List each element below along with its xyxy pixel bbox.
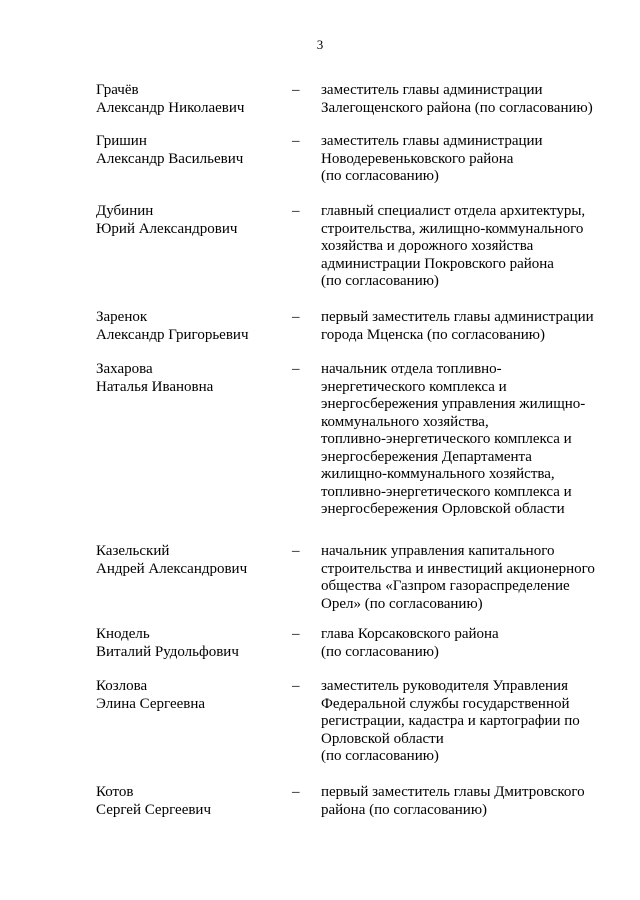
member-name — [96, 82, 286, 117]
role-line: Новодеревеньковского района — [321, 150, 514, 167]
member-name — [96, 361, 286, 396]
role-line: начальник управления капитального — [321, 543, 555, 559]
member-given-names: Юрий Александрович — [96, 220, 238, 237]
role-line: топливно-энергетического комплекса и — [321, 483, 572, 500]
member-given-names: Александр Васильевич — [96, 150, 244, 167]
dash-separator: – — [292, 361, 300, 377]
member-role — [321, 133, 621, 186]
member-name — [96, 133, 286, 168]
dash-separator: – — [292, 678, 300, 694]
role-line: администрации Покровского района — [321, 255, 554, 272]
role-line: (по согласованию) — [321, 168, 439, 184]
role-line: заместитель руководителя Управления — [321, 678, 568, 694]
member-role — [321, 543, 621, 613]
role-line: Залегощенского района (по согласованию) — [321, 99, 593, 116]
role-line: Орловской области — [321, 730, 444, 747]
role-line: заместитель главы администрации — [321, 133, 543, 149]
member-role — [321, 203, 621, 291]
role-line: энергосбережения Орловской области — [321, 501, 565, 517]
role-line: хозяйства и дорожного хозяйства — [321, 238, 534, 254]
dash-separator: – — [292, 543, 300, 559]
role-line: первый заместитель главы Дмитровского — [321, 784, 585, 800]
member-name — [96, 203, 286, 238]
role-line: глава Корсаковского района — [321, 626, 499, 642]
dash-separator: – — [292, 203, 300, 219]
member-role — [321, 82, 621, 117]
role-line: заместитель главы администрации — [321, 82, 543, 98]
member-surname: Дубинин — [96, 203, 154, 219]
role-line: энергетического комплекса и — [321, 378, 507, 395]
member-surname: Казельский — [96, 543, 170, 559]
role-line: района (по согласованию) — [321, 801, 488, 818]
role-line: энергосбережения управления жилищно- — [321, 396, 586, 412]
member-name — [96, 626, 286, 661]
member-given-names: Наталья Ивановна — [96, 378, 214, 395]
role-line: города Мценска (по согласованию) — [321, 326, 545, 343]
role-line: Орел» (по согласованию) — [321, 595, 483, 612]
member-given-names: Александр Григорьевич — [96, 326, 249, 343]
role-line: (по согласованию) — [321, 643, 439, 660]
dash-separator: – — [292, 309, 300, 325]
member-role — [321, 678, 621, 766]
role-line: Федеральной службы государственной — [321, 695, 570, 712]
member-given-names: Элина Сергеевна — [96, 695, 206, 712]
member-name — [96, 543, 286, 578]
dash-separator: – — [292, 82, 300, 98]
role-line: энергосбережения Департамента — [321, 448, 532, 465]
role-line: регистрации, кадастра и картографии по — [321, 713, 580, 729]
member-role — [321, 361, 621, 519]
member-surname: Кнодель — [96, 626, 150, 642]
role-line: топливно-энергетического комплекса и — [321, 431, 572, 447]
dash-separator: – — [292, 133, 300, 149]
member-surname: Заренок — [96, 309, 148, 325]
role-line: коммунального хозяйства, — [321, 413, 489, 430]
member-role — [321, 784, 621, 819]
member-surname: Грачёв — [96, 82, 139, 98]
role-line: жилищно-коммунального хозяйства, — [321, 466, 555, 482]
member-surname: Козлова — [96, 678, 148, 694]
dash-separator: – — [292, 784, 300, 800]
role-line: первый заместитель главы администрации — [321, 309, 594, 325]
role-line: строительства, жилищно-коммунального — [321, 220, 584, 237]
role-line: строительства и инвестиций акционерного — [321, 560, 595, 577]
member-surname: Котов — [96, 784, 134, 800]
member-role — [321, 309, 621, 344]
member-given-names: Андрей Александрович — [96, 560, 248, 577]
role-line: (по согласованию) — [321, 273, 439, 289]
member-name — [96, 309, 286, 344]
role-line: главный специалист отдела архитектуры, — [321, 203, 586, 219]
dash-separator: – — [292, 626, 300, 642]
member-name — [96, 678, 286, 713]
member-surname: Захарова — [96, 361, 153, 377]
page-number: 3 — [316, 37, 324, 52]
member-role — [321, 626, 621, 661]
role-line: общества «Газпром газораспределение — [321, 578, 570, 594]
role-line: начальник отдела топливно- — [321, 361, 502, 377]
member-given-names: Виталий Рудольфович — [96, 643, 239, 660]
member-given-names: Александр Николаевич — [96, 99, 245, 116]
member-surname: Гришин — [96, 133, 147, 149]
member-given-names: Сергей Сергеевич — [96, 801, 212, 818]
role-line: (по согласованию) — [321, 748, 439, 764]
member-name — [96, 784, 286, 819]
